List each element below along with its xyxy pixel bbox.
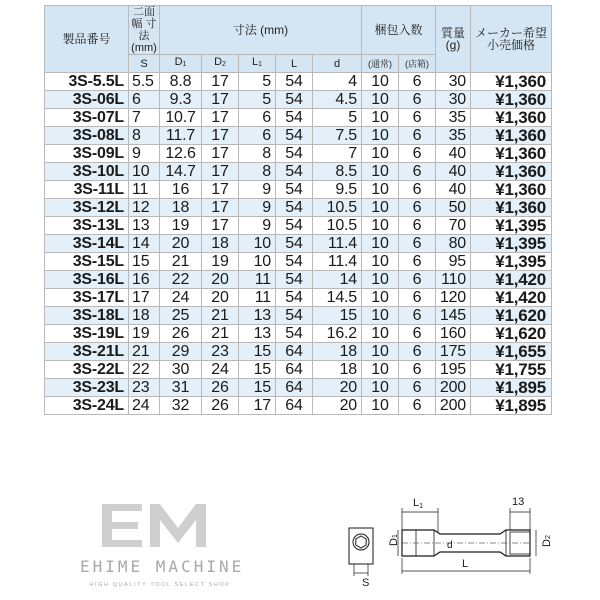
cell-l1: 10 <box>239 253 276 271</box>
cell-price: ¥1,360 <box>471 127 552 145</box>
table-row <box>45 253 552 271</box>
cell-d2: 17 <box>202 73 239 91</box>
table-row <box>45 397 552 415</box>
cell-weight: 50 <box>436 199 471 217</box>
cell-s: 21 <box>129 343 160 361</box>
cell-weight: 175 <box>436 343 471 361</box>
header-weight: 質量 (g) <box>436 6 471 73</box>
cell-d1: 24 <box>160 289 202 307</box>
cell-pack-normal: 10 <box>362 325 399 343</box>
cell-l1: 13 <box>239 325 276 343</box>
cell-d2: 17 <box>202 199 239 217</box>
cell-d: 18 <box>313 343 362 361</box>
table-row <box>45 109 552 127</box>
cell-price: ¥1,360 <box>471 73 552 91</box>
cell-price: ¥1,360 <box>471 109 552 127</box>
cell-d2: 17 <box>202 91 239 109</box>
cell-weight: 40 <box>436 181 471 199</box>
cell-l1: 10 <box>239 235 276 253</box>
cell-d1: 12.6 <box>160 145 202 163</box>
label-d2: D2 <box>541 535 553 547</box>
cell-price: ¥1,620 <box>471 325 552 343</box>
cell-d: 7.5 <box>313 127 362 145</box>
cell-weight: 200 <box>436 379 471 397</box>
cell-d1: 9.3 <box>160 91 202 109</box>
table-row <box>45 361 552 379</box>
cell-s: 7 <box>129 109 160 127</box>
cell-pack-store: 6 <box>399 379 436 397</box>
cell-pack-store: 6 <box>399 181 436 199</box>
cell-pack-store: 6 <box>399 307 436 325</box>
cell-l: 64 <box>276 379 313 397</box>
cell-l1: 17 <box>239 397 276 415</box>
cell-weight: 40 <box>436 145 471 163</box>
cell-d2: 26 <box>202 397 239 415</box>
cell-price: ¥1,620 <box>471 307 552 325</box>
label-13: 13 <box>512 496 525 508</box>
cell-d: 16.2 <box>313 325 362 343</box>
cell-pack-normal: 10 <box>362 253 399 271</box>
cell-l1: 5 <box>239 91 276 109</box>
cell-d1: 25 <box>160 307 202 325</box>
cell-d: 4 <box>313 73 362 91</box>
cell-d2: 24 <box>202 361 239 379</box>
label-d1: D1 <box>388 534 400 546</box>
cell-l: 54 <box>276 163 313 181</box>
cell-price: ¥1,395 <box>471 253 552 271</box>
cell-d2: 21 <box>202 307 239 325</box>
cell-s: 18 <box>129 307 160 325</box>
cell-s: 9 <box>129 145 160 163</box>
cell-pack-normal: 10 <box>362 163 399 181</box>
cell-d: 14 <box>313 271 362 289</box>
cell-l1: 8 <box>239 145 276 163</box>
cell-d: 20 <box>313 397 362 415</box>
cell-s: 12 <box>129 199 160 217</box>
cell-pack-normal: 10 <box>362 289 399 307</box>
cell-pack-store: 6 <box>399 217 436 235</box>
cell-pack-store: 6 <box>399 145 436 163</box>
header-l1: $L_1$ <box>239 55 276 73</box>
cell-pack-normal: 10 <box>362 235 399 253</box>
cell-d1: 22 <box>160 271 202 289</box>
cell-s: 13 <box>129 217 160 235</box>
table-row <box>45 91 552 109</box>
cell-d: 14.5 <box>313 289 362 307</box>
cell-d2: 20 <box>202 271 239 289</box>
cell-d2: 17 <box>202 127 239 145</box>
cell-l1: 5 <box>239 73 276 91</box>
cell-pack-store: 6 <box>399 163 436 181</box>
cell-l: 54 <box>276 307 313 325</box>
table-row <box>45 145 552 163</box>
table-row <box>45 289 552 307</box>
cell-pack-normal: 10 <box>362 343 399 361</box>
cell-pack-normal: 10 <box>362 217 399 235</box>
cell-pack-normal: 10 <box>362 361 399 379</box>
cell-model: 3S-07L <box>45 109 129 127</box>
cell-l1: 6 <box>239 127 276 145</box>
cell-pack-store: 6 <box>399 397 436 415</box>
cell-price: ¥1,360 <box>471 163 552 181</box>
cell-model: 3S-5.5L <box>45 73 129 91</box>
cell-d1: 19 <box>160 217 202 235</box>
cell-pack-normal: 10 <box>362 91 399 109</box>
cell-model: 3S-08L <box>45 127 129 145</box>
cell-model: 3S-06L <box>45 91 129 109</box>
cell-d1: 18 <box>160 199 202 217</box>
cell-weight: 30 <box>436 73 471 91</box>
table-row <box>45 343 552 361</box>
cell-pack-normal: 10 <box>362 73 399 91</box>
cell-pack-normal: 10 <box>362 307 399 325</box>
cell-l: 54 <box>276 181 313 199</box>
cell-price: ¥1,895 <box>471 397 552 415</box>
header-l: L <box>276 55 313 73</box>
cell-pack-store: 6 <box>399 289 436 307</box>
cell-d: 9.5 <box>313 181 362 199</box>
cell-weight: 120 <box>436 289 471 307</box>
cell-d1: 16 <box>160 181 202 199</box>
brand-logo <box>80 500 245 600</box>
cell-model: 3S-11L <box>45 181 129 199</box>
cell-pack-store: 6 <box>399 73 436 91</box>
cell-l: 54 <box>276 199 313 217</box>
cell-l: 54 <box>276 145 313 163</box>
cell-pack-normal: 10 <box>362 109 399 127</box>
cell-model: 3S-24L <box>45 397 129 415</box>
cell-l: 54 <box>276 271 313 289</box>
cell-pack-normal: 10 <box>362 379 399 397</box>
cell-l1: 6 <box>239 109 276 127</box>
cell-s: 6 <box>129 91 160 109</box>
cell-l: 54 <box>276 109 313 127</box>
cell-pack-store: 6 <box>399 235 436 253</box>
cell-d: 5 <box>313 109 362 127</box>
cell-d1: 10.7 <box>160 109 202 127</box>
cell-l: 54 <box>276 217 313 235</box>
header-pack-normal: (通常) <box>362 55 399 73</box>
cell-l: 64 <box>276 361 313 379</box>
cell-weight: 195 <box>436 361 471 379</box>
cell-d: 4.5 <box>313 91 362 109</box>
cell-d: 20 <box>313 379 362 397</box>
cell-model: 3S-19L <box>45 325 129 343</box>
cell-model: 3S-16L <box>45 271 129 289</box>
cell-s: 19 <box>129 325 160 343</box>
cell-pack-normal: 10 <box>362 145 399 163</box>
cell-l1: 11 <box>239 271 276 289</box>
cell-d1: 11.7 <box>160 127 202 145</box>
header-s-group: 二面幅 寸法 (mm) <box>129 6 160 55</box>
socket-dimension-diagram <box>340 494 600 598</box>
header-d2: $D_2$ <box>202 55 239 73</box>
cell-s: 15 <box>129 253 160 271</box>
cell-pack-normal: 10 <box>362 199 399 217</box>
cell-pack-normal: 10 <box>362 127 399 145</box>
cell-l: 54 <box>276 325 313 343</box>
table-row <box>45 271 552 289</box>
header-pack-group: 梱包入数 <box>362 6 436 55</box>
cell-weight: 200 <box>436 397 471 415</box>
cell-d2: 17 <box>202 145 239 163</box>
cell-l: 54 <box>276 127 313 145</box>
cell-d1: 20 <box>160 235 202 253</box>
cell-model: 3S-10L <box>45 163 129 181</box>
cell-s: 17 <box>129 289 160 307</box>
cell-s: 16 <box>129 271 160 289</box>
cell-pack-store: 6 <box>399 343 436 361</box>
cell-s: 10 <box>129 163 160 181</box>
table-row <box>45 163 552 181</box>
cell-d2: 19 <box>202 253 239 271</box>
cell-s: 22 <box>129 361 160 379</box>
cell-d: 15 <box>313 307 362 325</box>
cell-d: 18 <box>313 361 362 379</box>
cell-s: 5.5 <box>129 73 160 91</box>
cell-d2: 17 <box>202 163 239 181</box>
cell-model: 3S-23L <box>45 379 129 397</box>
cell-s: 14 <box>129 235 160 253</box>
table-row <box>45 199 552 217</box>
header-price: メーカー希望 小売価格 <box>471 6 552 73</box>
cell-pack-store: 6 <box>399 271 436 289</box>
cell-d2: 17 <box>202 181 239 199</box>
cell-d2: 18 <box>202 235 239 253</box>
cell-d: 7 <box>313 145 362 163</box>
cell-d2: 26 <box>202 379 239 397</box>
cell-price: ¥1,395 <box>471 235 552 253</box>
cell-d1: 31 <box>160 379 202 397</box>
cell-l: 54 <box>276 289 313 307</box>
cell-l: 54 <box>276 235 313 253</box>
cell-pack-store: 6 <box>399 325 436 343</box>
header-d1: $D_1$ <box>160 55 202 73</box>
cell-d2: 21 <box>202 325 239 343</box>
table-row <box>45 73 552 91</box>
cell-d: 8.5 <box>313 163 362 181</box>
cell-model: 3S-22L <box>45 361 129 379</box>
cell-d2: 17 <box>202 109 239 127</box>
cell-weight: 30 <box>436 91 471 109</box>
cell-model: 3S-18L <box>45 307 129 325</box>
cell-l1: 9 <box>239 217 276 235</box>
cell-price: ¥1,360 <box>471 145 552 163</box>
cell-weight: 95 <box>436 253 471 271</box>
header-dims-group: 寸法 (mm) <box>160 6 362 55</box>
cell-l: 64 <box>276 343 313 361</box>
cell-price: ¥1,360 <box>471 199 552 217</box>
cell-price: ¥1,360 <box>471 181 552 199</box>
label-s: S <box>362 577 370 589</box>
cell-l1: 9 <box>239 199 276 217</box>
header-model: 製品番号 <box>45 6 129 73</box>
table-row <box>45 325 552 343</box>
cell-pack-store: 6 <box>399 109 436 127</box>
cell-l1: 11 <box>239 289 276 307</box>
cell-l1: 8 <box>239 163 276 181</box>
socket-end-view <box>349 528 373 576</box>
cell-l1: 15 <box>239 343 276 361</box>
cell-l1: 15 <box>239 379 276 397</box>
cell-l: 54 <box>276 73 313 91</box>
spec-table-body <box>45 73 552 415</box>
cell-d1: 32 <box>160 397 202 415</box>
cell-pack-store: 6 <box>399 127 436 145</box>
cell-price: ¥1,420 <box>471 289 552 307</box>
cell-l: 64 <box>276 397 313 415</box>
label-l1: L1 <box>413 497 424 510</box>
label-d: d <box>447 540 453 551</box>
cell-d: 10.5 <box>313 217 362 235</box>
header-d: d <box>313 55 362 73</box>
cell-l: 54 <box>276 91 313 109</box>
cell-pack-store: 6 <box>399 361 436 379</box>
cell-d2: 17 <box>202 217 239 235</box>
cell-d: 11.4 <box>313 235 362 253</box>
cell-pack-normal: 10 <box>362 181 399 199</box>
cell-d2: 20 <box>202 289 239 307</box>
cell-price: ¥1,360 <box>471 91 552 109</box>
cell-pack-normal: 10 <box>362 271 399 289</box>
cell-d: 10.5 <box>313 199 362 217</box>
cell-pack-store: 6 <box>399 199 436 217</box>
cell-s: 23 <box>129 379 160 397</box>
cell-weight: 40 <box>436 163 471 181</box>
label-l: L <box>462 558 469 570</box>
cell-price: ¥1,395 <box>471 217 552 235</box>
logo-brand-name: EHIME MACHINE <box>80 557 245 576</box>
cell-d1: 29 <box>160 343 202 361</box>
cell-s: 11 <box>129 181 160 199</box>
table-row <box>45 181 552 199</box>
cell-price: ¥1,420 <box>471 271 552 289</box>
cell-price: ¥1,755 <box>471 361 552 379</box>
cell-pack-normal: 10 <box>362 397 399 415</box>
cell-s: 8 <box>129 127 160 145</box>
cell-l: 54 <box>276 253 313 271</box>
table-row <box>45 217 552 235</box>
cell-weight: 110 <box>436 271 471 289</box>
cell-l1: 9 <box>239 181 276 199</box>
header-s: S <box>129 55 160 73</box>
cell-d1: 30 <box>160 361 202 379</box>
cell-l1: 15 <box>239 361 276 379</box>
header-pack-store: (店箱) <box>399 55 436 73</box>
cell-weight: 145 <box>436 307 471 325</box>
cell-d1: 21 <box>160 253 202 271</box>
cell-pack-store: 6 <box>399 91 436 109</box>
table-row <box>45 379 552 397</box>
cell-model: 3S-17L <box>45 289 129 307</box>
table-row <box>45 127 552 145</box>
cell-price: ¥1,655 <box>471 343 552 361</box>
cell-weight: 35 <box>436 109 471 127</box>
table-row <box>45 307 552 325</box>
cell-model: 3S-21L <box>45 343 129 361</box>
cell-model: 3S-15L <box>45 253 129 271</box>
cell-weight: 35 <box>436 127 471 145</box>
cell-price: ¥1,895 <box>471 379 552 397</box>
cell-d1: 14.7 <box>160 163 202 181</box>
cell-d1: 26 <box>160 325 202 343</box>
em-logo-mark-icon <box>80 500 240 556</box>
cell-model: 3S-14L <box>45 235 129 253</box>
cell-pack-store: 6 <box>399 253 436 271</box>
cell-s: 24 <box>129 397 160 415</box>
cell-d: 11.4 <box>313 253 362 271</box>
cell-d1: 8.8 <box>160 73 202 91</box>
cell-weight: 70 <box>436 217 471 235</box>
cell-weight: 80 <box>436 235 471 253</box>
cell-model: 3S-09L <box>45 145 129 163</box>
cell-weight: 160 <box>436 325 471 343</box>
spec-table <box>44 5 552 415</box>
cell-model: 3S-13L <box>45 217 129 235</box>
cell-l1: 13 <box>239 307 276 325</box>
table-row <box>45 235 552 253</box>
cell-model: 3S-12L <box>45 199 129 217</box>
logo-tagline: HIGH QUALITY TOOL SELECT SHOP <box>89 582 231 588</box>
cell-d2: 23 <box>202 343 239 361</box>
